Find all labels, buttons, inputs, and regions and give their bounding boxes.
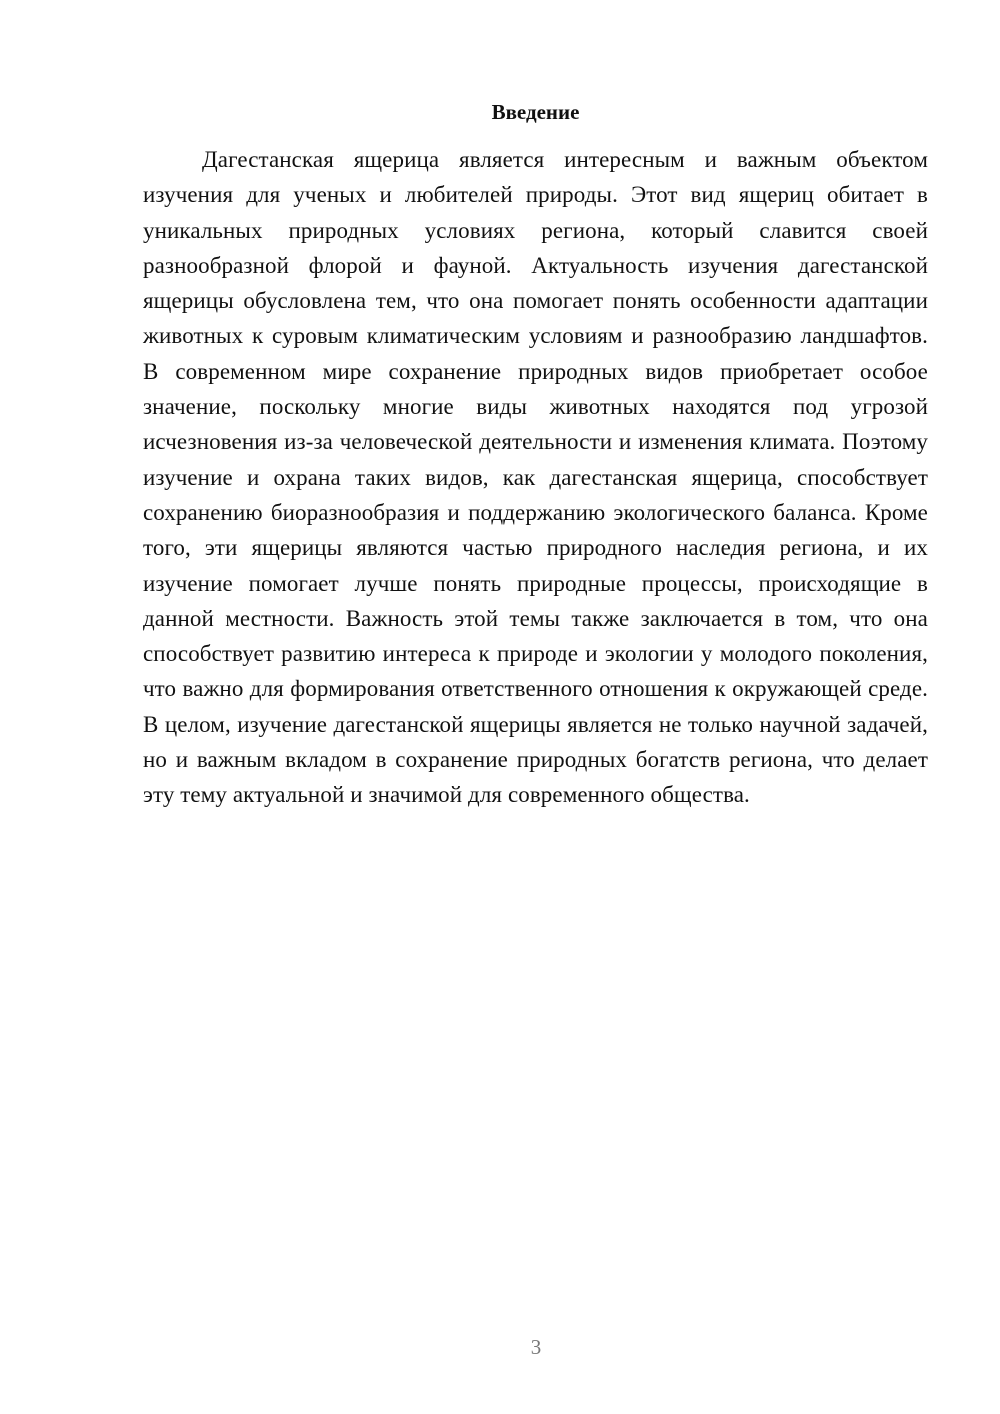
page-number: 3 (530, 1335, 542, 1359)
body-paragraph: Дагестанская ящерица является интересным и важным объектом изучения для ученых и любителей природы. Этот вид ящериц обитает в уникальных природных условиях региона, который славится своей разнообразной флорой и фауной. Актуальность изучения дагестанской ящерицы обусловлена тем, что она помогает понять особенности адаптации животных к суровым климатическим условиям и разнообразию ландшафтов. В современном мире сохранение природных видов приобретает особое значение, поскольку многие виды животных находятся под угрозой исчезновения из-за человеческой деятельности и изменения климата. Поэтому изучение и охрана таких видов, как дагестанская ящерица, способствует сохранению биоразнообразия и поддержанию экологического баланса. Кроме того, эти ящерицы являются частью природного наследия региона, и их изучение помогает лучше понять природные процессы, происходящие в данной местности. Важность этой темы также заключается в том, что она способствует развитию интереса к природе и экологии у молодого поколения, что важно для формирования ответственного отношения к окружающей среде. В целом, изучение дагестанской ящерицы является не только научной задачей, но и важным вкладом в сохранение природных богатств региона, что делает эту тему актуальной и значимой для современного общества. (143, 147, 928, 808)
section-heading: Введение (491, 100, 580, 124)
